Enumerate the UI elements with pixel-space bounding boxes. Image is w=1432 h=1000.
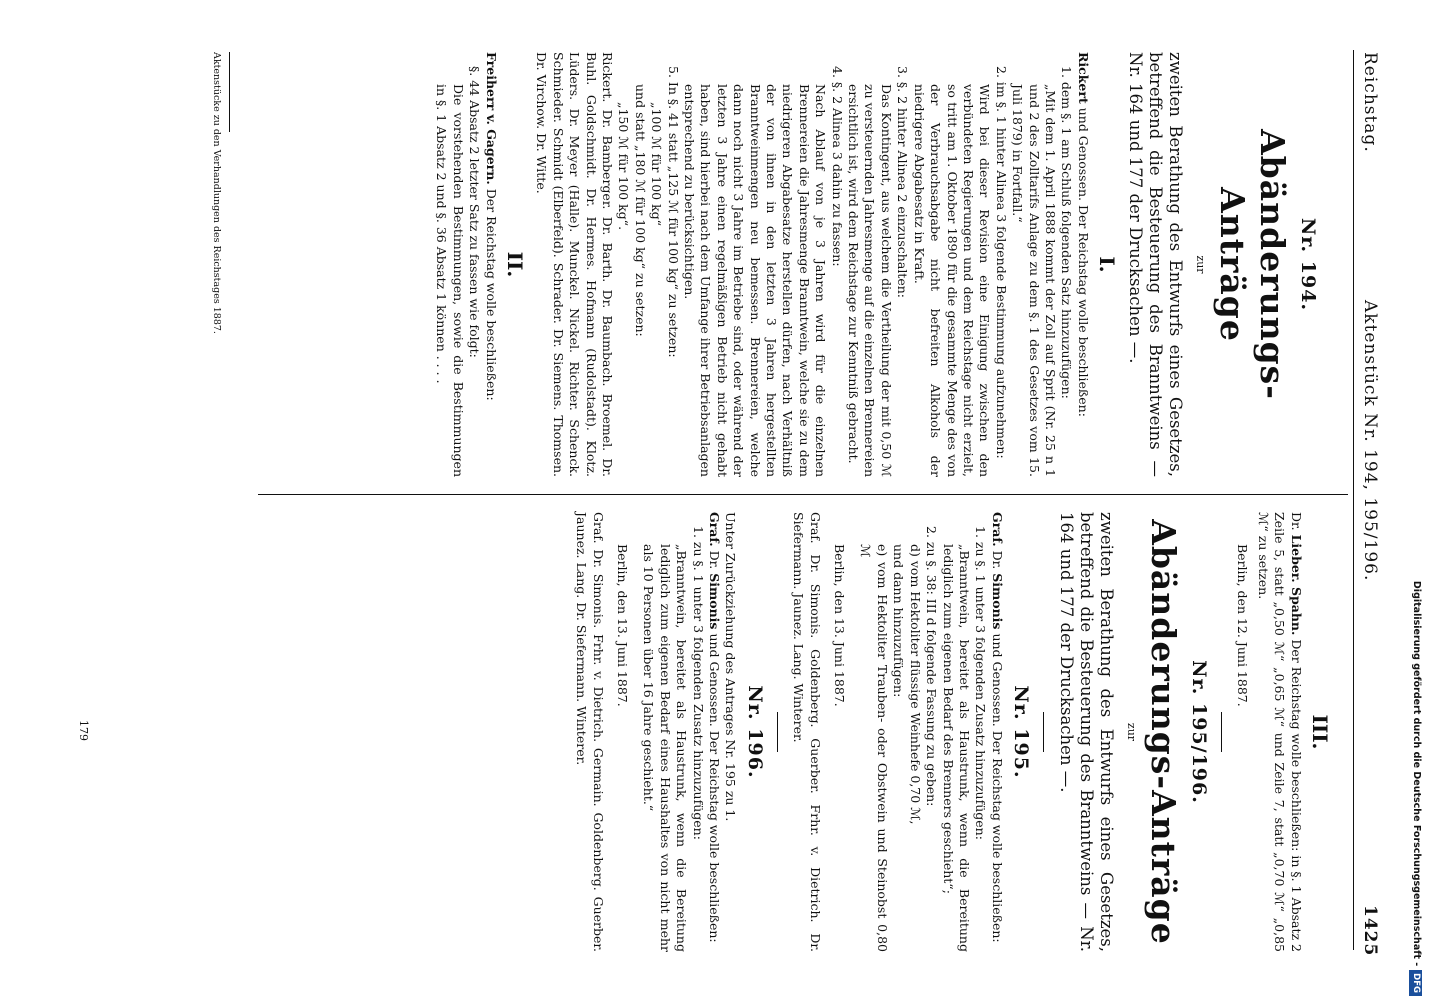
name-rickert: Rickert [1075,52,1091,104]
item-196-1-quote: „Branntwein, bereitet als Haustrunk, wenn die Bereitung lediglich zum eigenen Bedarf eines Haushaltes von nicht mehr als 10 Personen über 16 Jahre geschieht.“ [641,544,690,952]
item-195-2-a: d) vom Hektoliter flüssige Weinhefe 0,70 ℳ, [907,544,923,825]
heading-roman-III: III. [1308,714,1332,750]
item-2: 2. im §. 1 hinter Alinea 3 folgende Bestimmung aufzunehmen: [993,66,1009,459]
paragraph-gagern [482,52,498,477]
header-center: Aktenstück Nr. 194, 195/196. [1360,300,1380,582]
heading-roman-I: I. [1095,256,1120,273]
paragraph-195 [988,512,1004,952]
paragraph-196-text: und Genossen. Der Reichstag wolle beschließen: [707,633,723,943]
paragraph-rickert [1074,52,1090,477]
heading-antraege-1: Abänderungs-Anträge [1212,129,1292,400]
lieber-prefix: Dr. [1288,512,1304,531]
item-5-a: „100 ℳ für 100 kg“ [649,102,665,227]
heading-nr-196: Nr. 196. [743,685,766,779]
paragraph-196 [706,512,722,952]
paragraph-lieber-text: Der Reichstag wolle beschließen: in §. 1 Absatz 2 Zeile 5, statt „0,50 ℳ“ „0,65 ℳ“ und Zeile 7, statt „0,70 ℳ“ „0,85 ℳ“ zu setzen. [1255,512,1304,952]
dfg-watermark [1406,0,1426,1000]
paragraph-196-intro: Unter Zurückziehung des Antrages Nr. 195 zu 1. [723,512,739,822]
item-195-1-quote: „Branntwein, bereitet als Haustrunk, wenn die Bereitung lediglich zum eigenen Bedarf des Brenners geschieht“; [940,544,972,952]
item-195-2-c: e) vom Hektoliter Trauben- oder Obstwein und Steinobst 0,80 ℳ [858,544,890,952]
p196-mid: Dr. [707,550,723,570]
header-left: Reichstag. [1360,52,1380,153]
heading-subtitle-1: zweiten Berathung des Entwurfs eines Gesetzes, betreffend die Besteuerung des Branntweins — Nr. 164 und 177 der Drucksachen —. [1126,52,1186,477]
signers-196: Graf. Dr. Simonis. Frhr. v. Dietrich. Germain. Goldenberg. Guerber. Jaunez. Lang. Dr. Siefermann. Winterer. [574,512,606,952]
footnote: Aktenstücke zu den Verhandlungen des Reichstages 1887. [211,52,222,334]
item-5-b: und statt „180 ℳ für 100 kg“ zu setzen: [632,84,648,337]
column-divider [258,494,1348,495]
item-4: 4. §. 2 Alinea 3 dahin zu fassen: [829,66,845,267]
name-simonis-2: Simonis [707,573,723,630]
heading-roman-II: II. [502,251,527,278]
item-5-c: „150 ℳ für 100 kg“. [616,102,632,231]
heading-antraege-2: Abänderungs-Anträge [1143,519,1183,945]
name-gagern: Freiherr v. Gagern. [483,52,499,185]
signers-194: Rickert. Dr. Bamberger. Dr. Barth. Dr. Baumbach. Broemel. Dr. Buhl. Goldschmidt. Dr. Hermes. Hofmann (Rudolstadt). Klotz. Lüders. Dr. Meyer (Halle). Munckel. Nickel. Richter. Schenck. Schmieder. Schmidt (Elberfeld). Schrader. Dr. Siemens. Thomsen. Dr. Virchow. Dr. Witte. [534,52,615,477]
item-2-quote: Wird bei dieser Revision eine Einigung zwischen den verbündeten Regierungen und dem Reichstage nicht erzielt, so tritt am 1. Oktober 1890 für die gesammte Menge des von der Verbrauchsabgabe nicht befreiten Alkohols der niedrigere Abgabesatz in Kraft. [911,84,993,477]
heading-zur-1: zur [1193,255,1207,274]
paragraph-gagern-2: §. 44 Absatz 2 letzter Satz zu fassen wie folgt: [467,66,483,358]
date-1: Berlin, den 12. Juni 1887. [1235,544,1251,707]
item-4-quote: Nach Ablauf von je 3 Jahren wird für die einzelnen Brennereien die Jahresmenge Branntwein, welche sie zu dem niedrigeren Abgabesatze herstellen dürfen, nach Verhältniß der von ihnen in den letzten 3 Jahren hergestellten Branntweinmengen neu bemessen. Brennereien, welche dann noch nicht 3 Jahre im Betriebe sind, oder während der letzten 3 Jahre einen regelmäßigen Betrieb nicht gehabt haben, sind hierbei nach dem Umfange ihrer Betriebsanlagen entsprechend zu berücksichtigen. [682,84,829,477]
item-3-quote: Das Kontingent, aus welchem die Vertheilung der mit 0,50 ℳ zu versteuernden Jahresmenge auf die einzelnen Brennereien ersichtlich ist, wird dem Reichstage zur Kenntniß gebracht. [846,84,894,477]
item-195-1: 1. zu §. 1 unter 3 folgenden Zusatz hinzuzufügen: [973,526,989,840]
paragraph-rickert-text: und Genossen. Der Reichstag wolle beschließen: [1075,107,1091,417]
heading-zur-2: zur [1124,722,1138,742]
name-graf-2: Graf. [707,512,723,547]
date-2: Berlin, den 13. Juni 1887. [832,544,848,707]
paragraph-gagern-3: Die vorstehenden Bestimmungen, sowie die Bestimmungen in §. 1 Absatz 2 und §. 36 Absatz 1 können . . . . [434,84,466,477]
item-196-1: 1. zu §. 1 unter 3 folgenden Zusatz hinzuzufügen: [690,526,706,840]
page-footer-number: 179 [77,720,90,741]
name-graf-1: Graf. [989,512,1005,547]
separator-2 [1043,712,1044,752]
dfg-watermark-text: Digitalisierung gefördert durch die Deutsche Forschungsgemeinschaft - [1411,580,1422,967]
p195-mid: Dr. [989,550,1005,570]
item-1: 1. dem §. 1 am Schluß folgenden Satz hinzuzufügen: [1059,66,1075,399]
paragraph-lieber [1254,512,1303,952]
separator-1 [1221,712,1222,752]
header-rule [1353,50,1354,950]
item-195-2: 2. zu §. 38: III d folgende Fassung zu geben: [924,526,940,807]
date-3: Berlin, den 13. Juni 1887. [615,544,631,707]
signers-195: Graf. Dr. Simonis. Goldenberg. Guerber. Frhr. v. Dietrich. Dr. Siefermann. Jaunez. Lang. Winterer. [791,512,823,952]
column-right [573,512,1332,952]
dfg-logo-badge: DFG [1409,970,1422,996]
separator-3 [777,712,778,752]
name-simonis-1: Simonis [989,573,1005,630]
item-195-2-b: und dann hinzuzufügen: [891,544,907,698]
page-number: 1425 [1360,905,1380,957]
heading-nr-195-196: Nr. 195/196. [1187,660,1210,804]
heading-nr-195: Nr. 195. [1010,685,1033,779]
item-5: 5. In §. 41 statt „125 ℳ für 100 kg“ zu setzen: [665,66,681,358]
item-1-quote: „Mit dem 1. April 1888 kommt der Zoll auf Sprit (Nr. 25 n 1 und 2 des Zolltarifs Anlage zu dem §. 1 des Gesetzes vom 15. Juli 1879) in Fortfall.“ [1010,84,1058,477]
paragraph-195-text: und Genossen. Der Reichstag wolle beschließen: [989,633,1005,943]
heading-subtitle-2: zweiten Berathung des Entwurfs eines Gesetzes, betreffend die Besteuerung des Branntweins — Nr. 164 und 177 der Drucksachen —. [1057,512,1117,952]
paragraph-gagern-text: Der Reichstag wolle beschließen: [483,188,499,401]
heading-nr-194: Nr. 194. [1297,217,1319,312]
footnote-rule [229,52,230,132]
column-left [433,52,1319,477]
item-3: 3. §. 2 hinter Alinea 2 einzuschalten: [895,66,911,298]
name-lieber-spahn: Lieber. Spahn. [1288,534,1304,636]
